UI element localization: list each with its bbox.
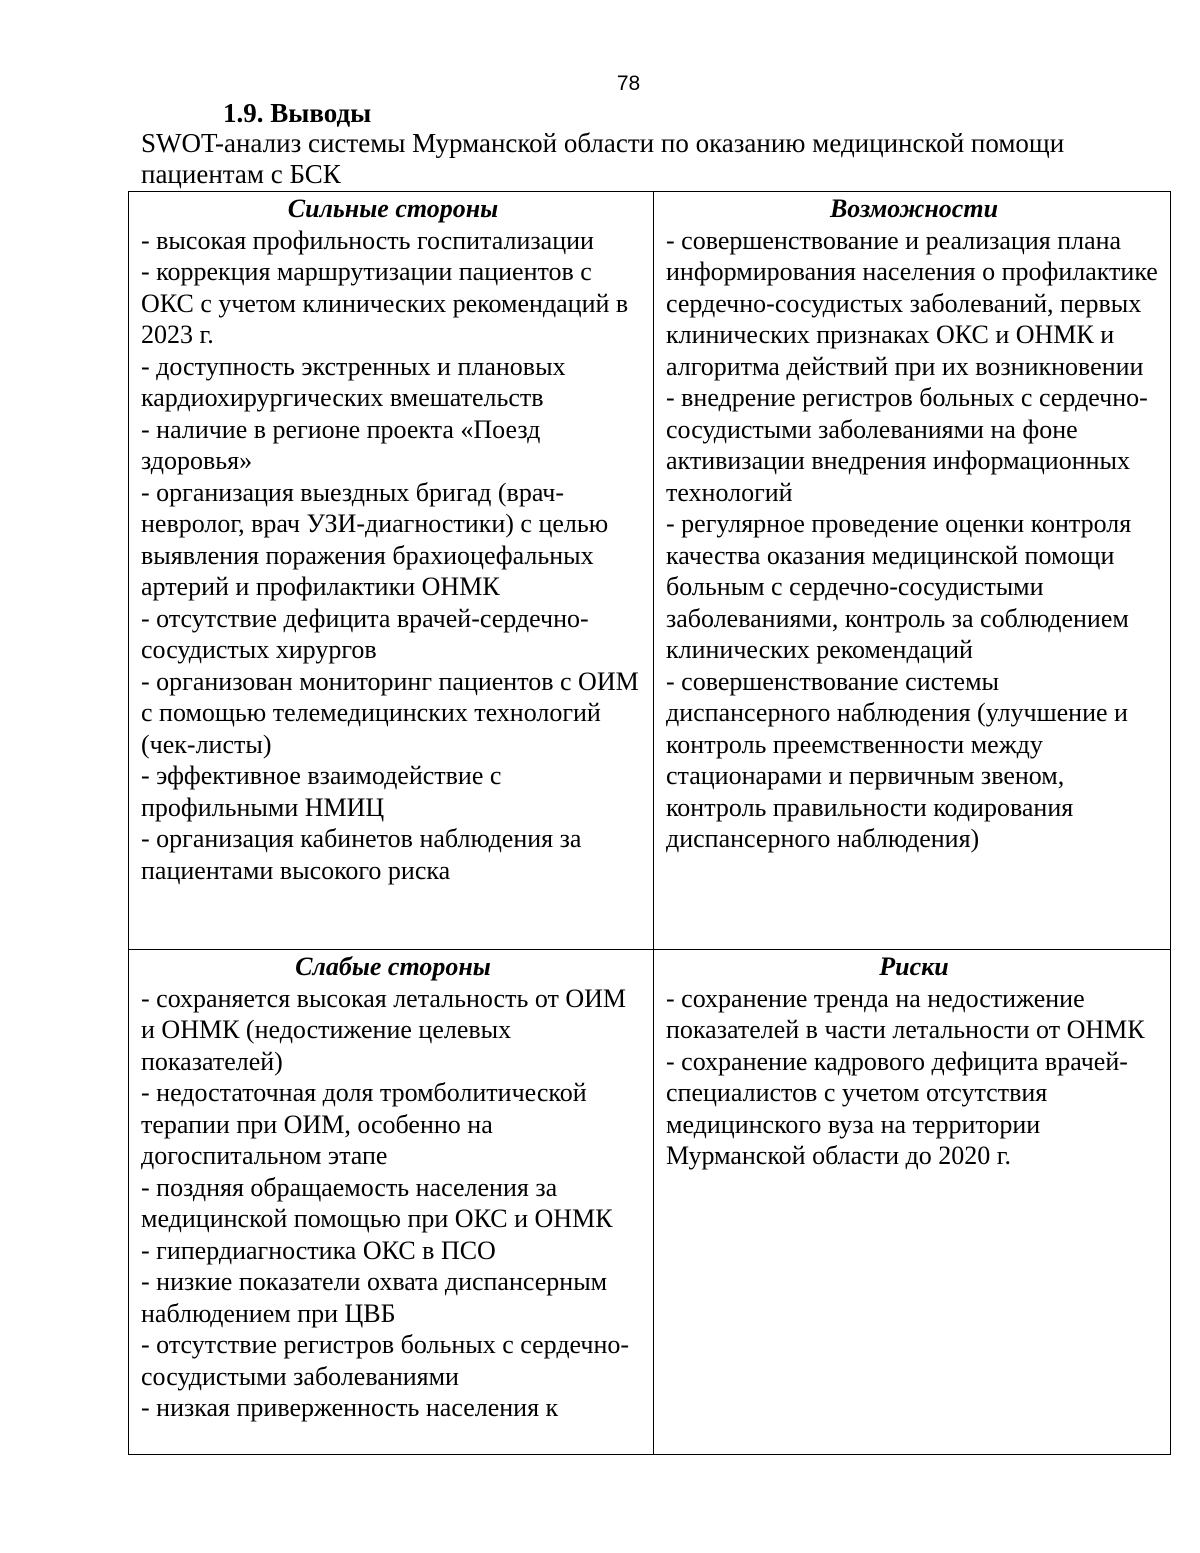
threats-item: - сохранение кадрового дефицита врачей-специалистов с учетом отсутствия медицинского вуза на территории Мурманской области до 2020 г. bbox=[666, 1046, 1128, 1170]
strengths-item: - отсутствие дефицита врачей-сердечно-сосудистых хирургов bbox=[141, 603, 589, 664]
weaknesses-cell bbox=[129, 950, 654, 1455]
strengths-item: - доступность экстренных и плановых кардиохирургических вмешательств bbox=[141, 351, 566, 412]
weaknesses-item: - поздняя обращаемость населения за медицинской помощью при ОКС и ОНМК bbox=[141, 1172, 613, 1233]
opportunities-item: - внедрение регистров больных с сердечно-сосудистыми заболеваниями на фоне активизации внедрения информационных технологий bbox=[666, 383, 1148, 507]
strengths-item: - организация выездных бригад (врач-невролог, врач УЗИ-диагностики) с целью выявления поражения брахиоцефальных артерий и профилактики ОНМК bbox=[141, 477, 609, 601]
strengths-cell bbox=[129, 192, 654, 950]
weaknesses-item: - низкие показатели охвата диспансерным наблюдением при ЦВБ bbox=[141, 1267, 608, 1328]
threats-heading: Риски bbox=[879, 952, 949, 981]
strengths-item: - наличие в регионе проекта «Поезд здоровья» bbox=[141, 414, 541, 475]
threats-cell bbox=[654, 950, 1171, 1455]
swot-row-top bbox=[129, 192, 1171, 950]
strengths-item: - эффективное взаимодействие с профильными НМИЦ bbox=[141, 761, 502, 822]
opportunities-item: - совершенствование и реализация плана информирования населения о профилактике сердечно-сосудистых заболеваний, первых клинических признаках ОКС и ОНМК и алгоритма действий при их возникновении bbox=[666, 225, 1158, 381]
weaknesses-item: - низкая приверженность населения к bbox=[141, 1393, 559, 1422]
strengths-item: - организация кабинетов наблюдения за пациентами высокого риска bbox=[141, 824, 582, 885]
weaknesses-item: - отсутствие регистров больных с сердечно-сосудистыми заболеваниями bbox=[141, 1330, 630, 1391]
strengths-item: - организован мониторинг пациентов с ОИМ с помощью телемедицинских технологий (чек-листы) bbox=[141, 666, 639, 759]
opportunities-cell bbox=[654, 192, 1171, 950]
threats-item: - сохранение тренда на недостижение показателей в части летальности от ОНМК bbox=[666, 983, 1145, 1044]
weaknesses-heading: Слабые стороны bbox=[295, 952, 491, 981]
swot-table bbox=[128, 191, 1171, 1455]
weaknesses-item: - недостаточная доля тромболитической терапии при ОИМ, особенно на догоспитальном этапе bbox=[141, 1078, 587, 1170]
section-heading: 1.9. Выводы bbox=[223, 98, 372, 128]
strengths-item: - коррекция маршрутизации пациентов с ОКС с учетом клинических рекомендаций в 2023 г. bbox=[141, 257, 629, 349]
strengths-heading: Сильные стороны bbox=[287, 194, 499, 223]
swot-row-bottom bbox=[129, 950, 1171, 1455]
opportunities-item: - регулярное проведение оценки контроля качества оказания медицинской помощи больным с сердечно-сосудистыми заболеваниями, контроль за соблюдением клинических рекомендаций bbox=[666, 509, 1132, 664]
opportunities-item: - совершенствование системы диспансерного наблюдения (улучшение и контроль преемственности между стационарами и первичным звеном, контроль правильности кодирования диспансерного наблюдения) bbox=[666, 666, 1128, 853]
page-number: 78 bbox=[616, 72, 641, 95]
strengths-item: - высокая профильность госпитализации bbox=[141, 225, 594, 255]
intro-paragraph: SWOT-анализ системы Мурманской области по оказанию медицинской помощи пациентам с БСК bbox=[141, 128, 1065, 189]
weaknesses-item: - сохраняется высокая летальность от ОИМ и ОНМК (недостижение целевых показателей) bbox=[141, 983, 627, 1076]
weaknesses-item: - гипердиагностика ОКС в ПСО bbox=[141, 1235, 496, 1265]
opportunities-heading: Возможности bbox=[829, 194, 999, 223]
